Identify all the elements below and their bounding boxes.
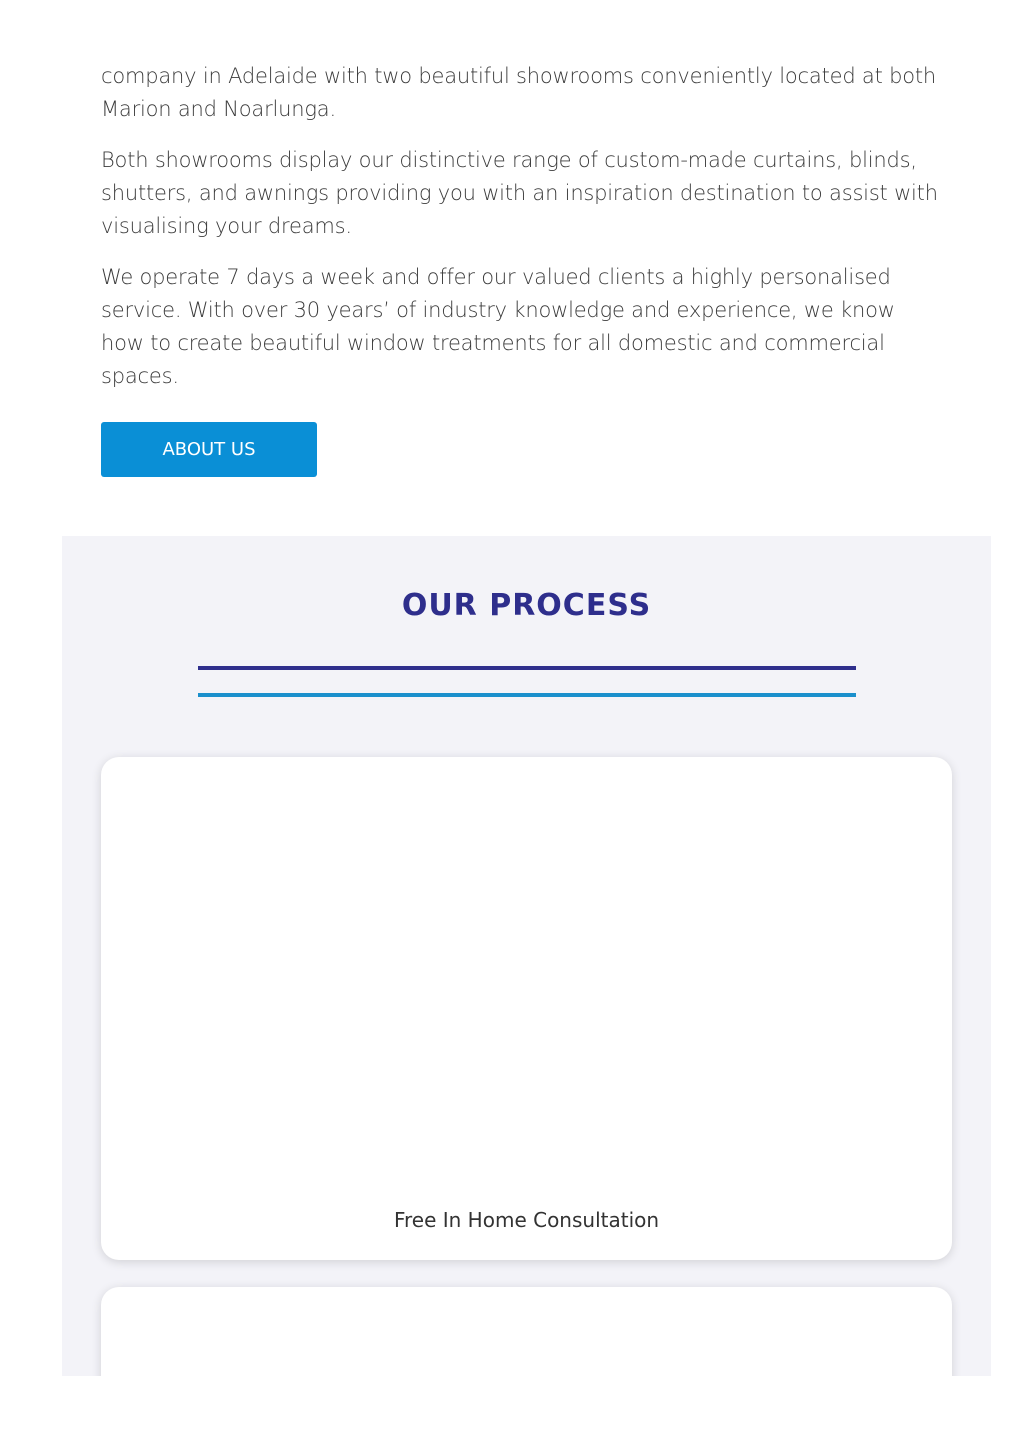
intro-paragraph-2: Both showrooms display our distinctive range of custom-made curtains, blinds, shutters, and awnings providing you with an inspiration destination to assist with visualising your dreams.: [101, 148, 938, 238]
title-divider-top: [198, 666, 856, 670]
step-caption: Free In Home Consultation: [393, 1208, 660, 1232]
section-title: OUR PROCESS: [401, 588, 652, 623]
intro-paragraph-1: company in Adelaide with two beautiful showrooms conveniently located at both Marion and Noarlunga.: [101, 64, 937, 121]
intro-text: [101, 60, 941, 411]
process-step-card: [101, 757, 952, 1260]
process-section: [62, 536, 991, 1376]
title-divider-bottom: [198, 693, 856, 697]
process-step-card: [101, 1287, 952, 1376]
about-us-button[interactable]: ABOUT US: [101, 422, 317, 477]
intro-paragraph-3: We operate 7 days a week and offer our valued clients a highly personalised service. With over 30 years’ of industry knowledge and experience, we know how to create beautiful window treatments for all domestic and commercial spaces.: [101, 265, 895, 388]
